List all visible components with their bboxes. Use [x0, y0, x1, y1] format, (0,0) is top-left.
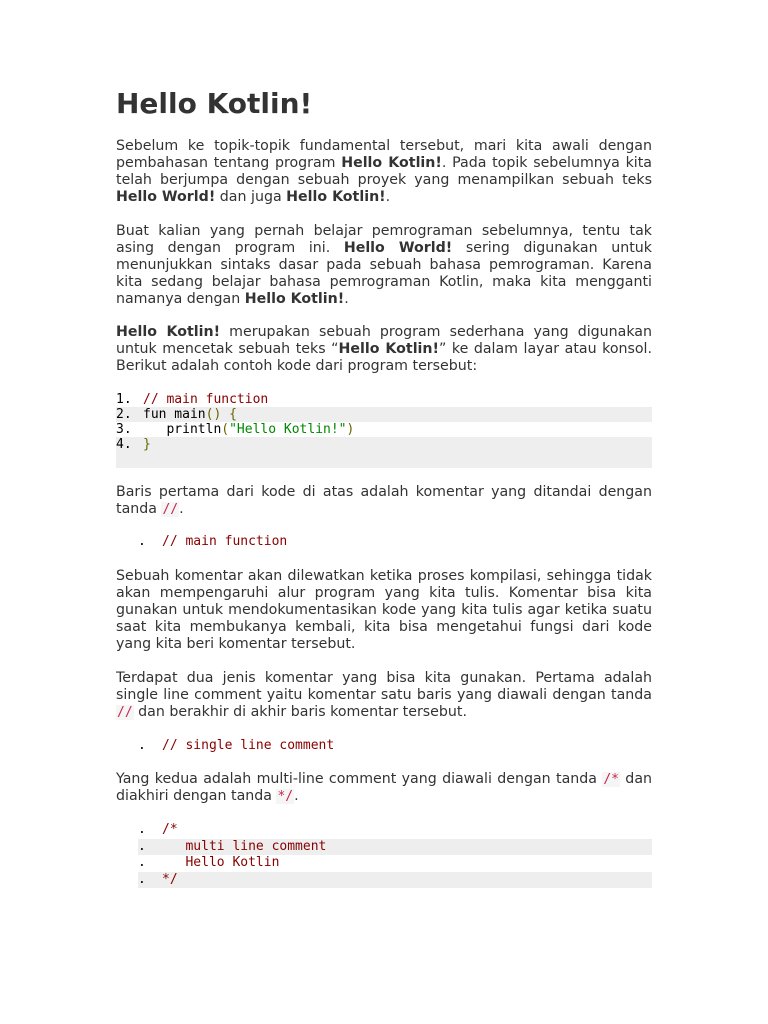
text-run: dan diakhiri dengan tanda: [116, 771, 653, 804]
inline-code: */: [277, 789, 294, 804]
code-comment: // single line comment: [162, 738, 335, 753]
list-bullet: .: [138, 822, 146, 837]
paragraph-single-line: [116, 670, 652, 721]
code-punctuation: }: [143, 437, 151, 452]
bold-text: Hello Kotlin!: [244, 291, 345, 307]
text-run: .: [385, 189, 391, 205]
list-item: [138, 839, 652, 855]
text-run: .: [179, 501, 184, 517]
list-item: [138, 872, 652, 888]
bold-text: Hello Kotlin!: [338, 341, 439, 357]
list-item: [138, 855, 652, 871]
paragraph-multi-line: [116, 771, 652, 805]
code-line: [116, 407, 652, 422]
code-keyword: fun main: [143, 407, 206, 422]
bold-text: Hello World!: [343, 240, 453, 256]
inline-code: //: [162, 502, 179, 517]
text-run: Buat kalian yang pernah belajar pemrograman sebelumnya, tentu tak asing dengan program ini.: [116, 223, 652, 256]
line-number: 3.: [116, 422, 132, 437]
code-punctuation: () {: [205, 407, 237, 422]
text-run: ” ke dalam layar atau konsol. Berikut adalah contoh kode dari program tersebut:: [116, 341, 653, 374]
text-run: dan berakhir di akhir baris komentar tersebut.: [133, 704, 467, 720]
code-comment: /*: [162, 822, 178, 837]
text-run: . Pada topik sebelumnya kita telah berjumpa dengan sebuah proyek yang menampilkan sebuah teks: [116, 155, 652, 188]
paragraph-definition: [116, 324, 652, 375]
line-number: 1.: [116, 392, 132, 407]
text-run: sering digunakan untuk menunjukkan sintaks dasar pada sebuah bahasa pemrograman. Karena kita sedang belajar bahasa pemrograman Kotlin, maka kita mengganti namanya dengan: [116, 240, 652, 307]
line-number: 4.: [116, 437, 132, 452]
text-run: Baris pertama dari kode di atas adalah komentar yang ditandai dengan tanda: [116, 484, 652, 517]
code-string: "Hello Kotlin!": [229, 422, 347, 437]
text-run: Sebelum ke topik-topik fundamental tersebut, mari kita awali dengan pembahasan tentang program: [116, 138, 652, 171]
bold-text: Hello World!: [116, 189, 216, 205]
paragraph-background: [116, 223, 652, 308]
line-number: 2.: [116, 407, 132, 422]
text-run: Terdapat dua jenis komentar yang bisa kita gunakan. Pertama adalah single line comment yaitu komentar satu baris yang diawali dengan tanda: [116, 670, 652, 703]
list-item: [138, 738, 652, 754]
text-run: .: [344, 291, 349, 307]
code-line: [116, 437, 652, 452]
list-bullet: .: [138, 839, 146, 854]
code-comment: multi line comment: [162, 839, 327, 854]
text-run: .: [294, 788, 299, 804]
page-title: Hello Kotlin!: [116, 87, 313, 120]
list-bullet: .: [138, 855, 146, 870]
list-bullet: .: [138, 534, 146, 549]
paragraph-comment-explanation: [116, 568, 652, 653]
list-bullet: .: [138, 872, 146, 887]
bold-text: Hello Kotlin!: [341, 155, 442, 171]
code-function: println: [143, 422, 222, 437]
text-run: Yang kedua adalah multi-line comment yang diawali dengan tanda: [116, 771, 603, 787]
paragraph-first-line: [116, 484, 652, 518]
code-punctuation: ): [346, 422, 355, 437]
code-line: [116, 392, 652, 407]
code-comment: */: [162, 872, 178, 887]
list-item: [138, 822, 652, 838]
code-comment: // main function: [143, 392, 269, 407]
list-item: [138, 534, 652, 550]
code-line: [116, 422, 652, 437]
bold-text: Hello Kotlin!: [116, 324, 221, 340]
code-punctuation: (: [221, 422, 230, 437]
text-run: merupakan sebuah program sederhana yang digunakan untuk mencetak sebuah teks “: [116, 324, 652, 357]
code-block-padding: [116, 452, 652, 468]
paragraph-intro: [116, 138, 652, 206]
bold-text: Hello Kotlin!: [286, 189, 386, 205]
code-comment: // main function: [162, 534, 288, 549]
code-comment: Hello Kotlin: [162, 855, 280, 870]
list-bullet: .: [138, 738, 146, 753]
text-run: dan juga: [215, 189, 287, 205]
code-block: [116, 392, 652, 468]
inline-code: /*: [603, 772, 619, 787]
text-run: Sebuah komentar akan dilewatkan ketika proses kompilasi, sehingga tidak akan mempengaruhi alur program yang kita tulis. Komentar bisa kita gunakan untuk mendokumentasikan kode yang kita tulis agar ketika suatu saat kita membukanya kembali, kita bisa mengetahui fungsi dari kode yang kita beri komentar tersebut.: [116, 568, 652, 652]
inline-code: //: [117, 705, 133, 720]
